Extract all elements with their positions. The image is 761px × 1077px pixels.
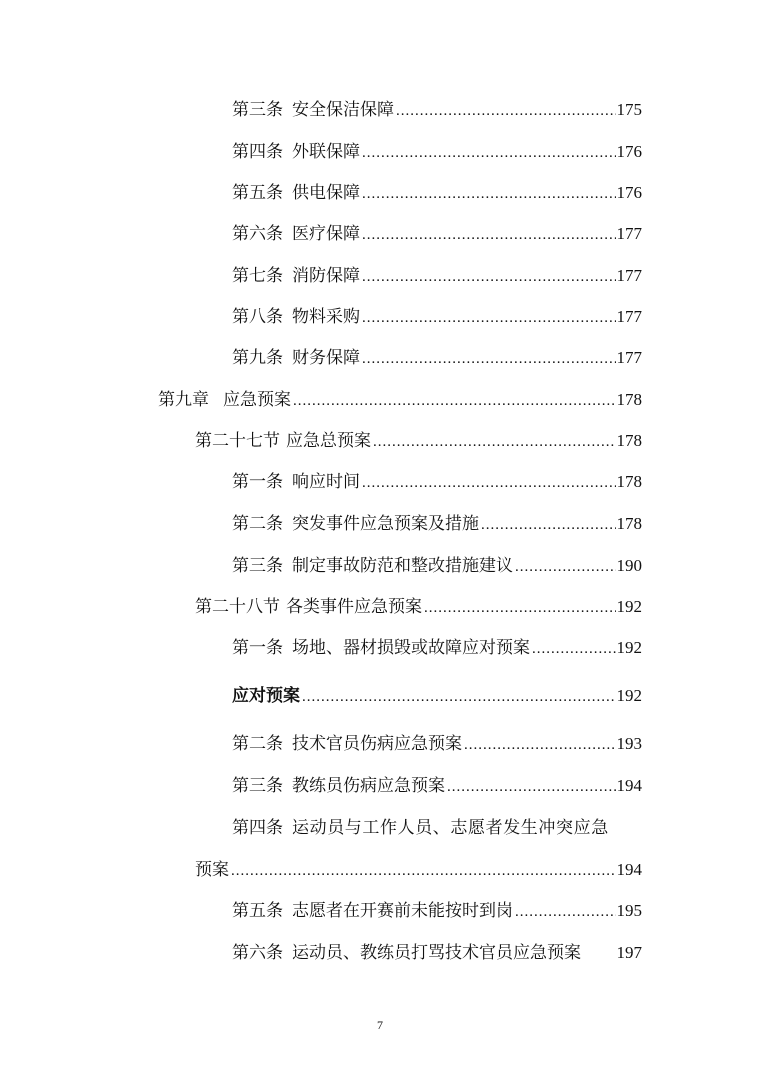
toc-entry-page: 177 — [616, 266, 642, 285]
toc-entry-title: 技术官员伤病应急预案 — [292, 734, 462, 754]
toc-entry-page: 190 — [616, 556, 642, 575]
toc-entry-title: 应急预案 — [223, 390, 291, 410]
toc-entry-title: 预案 — [195, 860, 229, 880]
toc-entry-page: 192 — [616, 638, 642, 657]
toc-entry-page: 197 — [616, 943, 642, 962]
toc-entry-page: 176 — [616, 183, 642, 202]
toc-entry-page: 178 — [616, 390, 642, 409]
toc-entry-page: 177 — [616, 307, 642, 326]
toc-entry-number: 第二十八节 — [195, 597, 280, 616]
toc-entry-number: 第四条 — [232, 818, 283, 837]
toc-entry-number: 第五条 — [232, 183, 283, 202]
toc-entry[interactable] — [232, 139, 642, 165]
toc-entry-continuation[interactable] — [195, 857, 642, 883]
toc-entry-page: 178 — [616, 472, 642, 491]
toc-leader-dots — [293, 388, 616, 414]
toc-entry-title: 财务保障 — [292, 348, 360, 368]
toc-leader-dots — [302, 684, 616, 710]
toc-entry-title: 各类事件应急预案 — [286, 597, 422, 617]
toc-leader-dots — [362, 222, 616, 248]
toc-entry-title: 突发事件应急预案及措施 — [292, 514, 479, 534]
toc-chapter-entry[interactable] — [158, 387, 642, 413]
toc-entry[interactable] — [232, 683, 642, 709]
toc-entry-title: 志愿者在开赛前未能按时到岗 — [292, 901, 513, 921]
toc-leader-dots — [447, 774, 616, 800]
toc-leader-dots — [515, 899, 616, 925]
toc-entry-title: 场地、器材损毁或故障应对预案 — [292, 638, 530, 658]
page-number: 7 — [377, 1018, 383, 1032]
toc-entry-number: 第三条 — [232, 776, 283, 795]
toc-entry[interactable] — [232, 304, 642, 330]
toc-entry-page: 195 — [616, 901, 642, 920]
toc-entry-page: 175 — [616, 100, 642, 119]
toc-entry[interactable] — [232, 345, 642, 371]
toc-leader-dots — [362, 264, 616, 290]
toc-entry-number: 第二十七节 — [195, 431, 280, 450]
toc-section-entry[interactable] — [195, 428, 642, 454]
toc-entry-page: 194 — [616, 860, 642, 879]
toc-leader-dots — [362, 140, 616, 166]
toc-entry[interactable] — [232, 731, 642, 757]
toc-entry-title: 消防保障 — [292, 266, 360, 286]
toc-entry-title: 教练员伤病应急预案 — [292, 776, 445, 796]
toc-entry-page: 177 — [616, 348, 642, 367]
toc-entry[interactable] — [232, 221, 642, 247]
toc-leader-dots — [396, 98, 616, 124]
toc-entry-number: 第九条 — [232, 348, 283, 367]
toc-entry-number: 第三条 — [232, 556, 283, 575]
toc-entry[interactable] — [232, 940, 642, 966]
toc-entry-title: 运动员与工作人员、志愿者发生冲突应急 — [292, 818, 609, 838]
toc-entry-number: 第二条 — [232, 734, 283, 753]
toc-entry[interactable] — [232, 511, 642, 537]
toc-entry[interactable] — [232, 635, 642, 661]
toc-entry-page: 178 — [616, 514, 642, 533]
toc-entry-title: 供电保障 — [292, 183, 360, 203]
toc-leader-dots — [362, 470, 616, 496]
toc-entry-number: 第七条 — [232, 266, 283, 285]
toc-entry-number: 第三条 — [232, 100, 283, 119]
toc-entry[interactable] — [232, 469, 642, 495]
toc-entry-page: 176 — [616, 142, 642, 161]
toc-leader-dots — [362, 346, 616, 372]
toc-entry-title: 应对预案 — [232, 686, 300, 706]
toc-entry-page: 193 — [616, 734, 642, 753]
toc-entry-number: 第一条 — [232, 472, 283, 491]
toc-entry[interactable] — [232, 553, 642, 579]
toc-entry-title: 制定事故防范和整改措施建议 — [292, 556, 513, 576]
toc-leader-dots — [362, 305, 616, 331]
toc-entry-title: 外联保障 — [292, 142, 360, 162]
toc-entry-number: 第一条 — [232, 638, 283, 657]
toc-entry[interactable] — [232, 898, 642, 924]
toc-entry-number: 第二条 — [232, 514, 283, 533]
toc-entry-title: 物料采购 — [292, 307, 360, 327]
toc-leader-dots — [362, 181, 616, 207]
toc-entry-title: 运动员、教练员打骂技术官员应急预案 — [292, 943, 581, 963]
toc-entry[interactable] — [232, 97, 642, 123]
toc-entry-number: 第九章 — [158, 390, 209, 409]
toc-entry-page: 192 — [616, 686, 642, 705]
toc-entry-number: 第五条 — [232, 901, 283, 920]
toc-section-entry[interactable] — [195, 594, 642, 620]
toc-entry-page: 177 — [616, 224, 642, 243]
toc-entry[interactable] — [232, 773, 642, 799]
toc-entry-title: 安全保洁保障 — [292, 100, 394, 120]
toc-entry[interactable] — [232, 263, 642, 289]
toc-entry-title: 医疗保障 — [292, 224, 360, 244]
toc-leader-dots — [231, 858, 616, 884]
toc-entry-page: 194 — [616, 776, 642, 795]
toc-entry-number: 第四条 — [232, 142, 283, 161]
toc-entry-page: 178 — [616, 431, 642, 450]
toc-leader-dots — [532, 636, 616, 662]
toc-leader-dots — [481, 512, 616, 538]
toc-leader-dots — [373, 429, 616, 455]
toc-entry[interactable] — [232, 815, 642, 841]
toc-leader-dots — [464, 732, 616, 758]
toc-entry-title: 应急总预案 — [286, 431, 371, 451]
toc-entry-page: 192 — [616, 597, 642, 616]
toc-entry-number: 第六条 — [232, 224, 283, 243]
toc-leader-dots — [424, 595, 616, 621]
toc-entry[interactable] — [232, 180, 642, 206]
toc-leader-dots — [515, 554, 616, 580]
toc-entry-number: 第八条 — [232, 307, 283, 326]
toc-entry-number: 第六条 — [232, 943, 283, 962]
toc-entry-title: 响应时间 — [292, 472, 360, 492]
